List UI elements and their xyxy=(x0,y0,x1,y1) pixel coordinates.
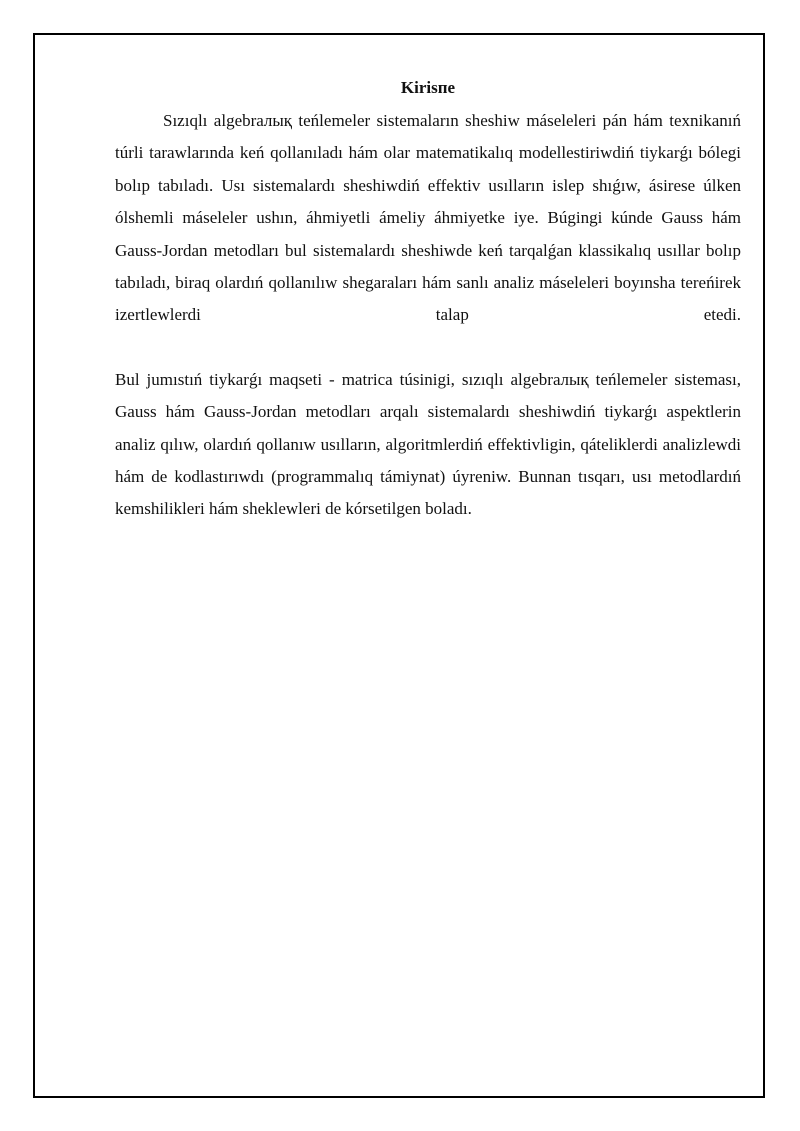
paragraph-spacer xyxy=(115,332,741,364)
page-title: Kirisпe xyxy=(400,78,456,97)
paragraph-goal: Bul jumıstıń tiykarǵı maqseti - matrica túsinigi, sızıqlı algebraлық teńlemeler sisteması, Gauss hám Gauss-Jordan metodları arqalı sistemalardı sheshiwdiń tiykarǵı aspektlerin analiz qılıw, olardıń qollanıw usılların, algoritmlerdiń effektivligin, qáteliklerdi analizlewdi hám de kodlastırıwdı (programmalıq támiynat) úyreniw. Bunnan tısqarı, usı metodlardıń kemshilikleri hám sheklewleri de kórsetilgen boladı. xyxy=(115,369,741,519)
paragraph-intro: Sızıqlı algebraлық teńlemeler sistemaların sheshiw máseleleri pán hám texnikanıń túrli tarawlarında keń qollanıladı hám olar matematikalıq modellestiriwdiń tiykarǵı bólegi bolıp tabıladı. Usı sistemalardı sheshiwdiń effektiv usılların islep shıǵıw, ásirese úlken ólshemli máseleler ushın, áhmiyetli ámeliy áhmiyetke iye. Búgingi kúnde Gauss hám Gauss-Jordan metodları bul sistemalardı sheshiwde keń tarqalǵan klassikalıq usıllar bolıp tabıladı, biraq olardıń qollanılıw shegaraları hám sanlı analiz máseleleri boyınsha tereńirek izertlewlerdi talap etedi. xyxy=(115,111,741,325)
document-body xyxy=(115,78,741,526)
